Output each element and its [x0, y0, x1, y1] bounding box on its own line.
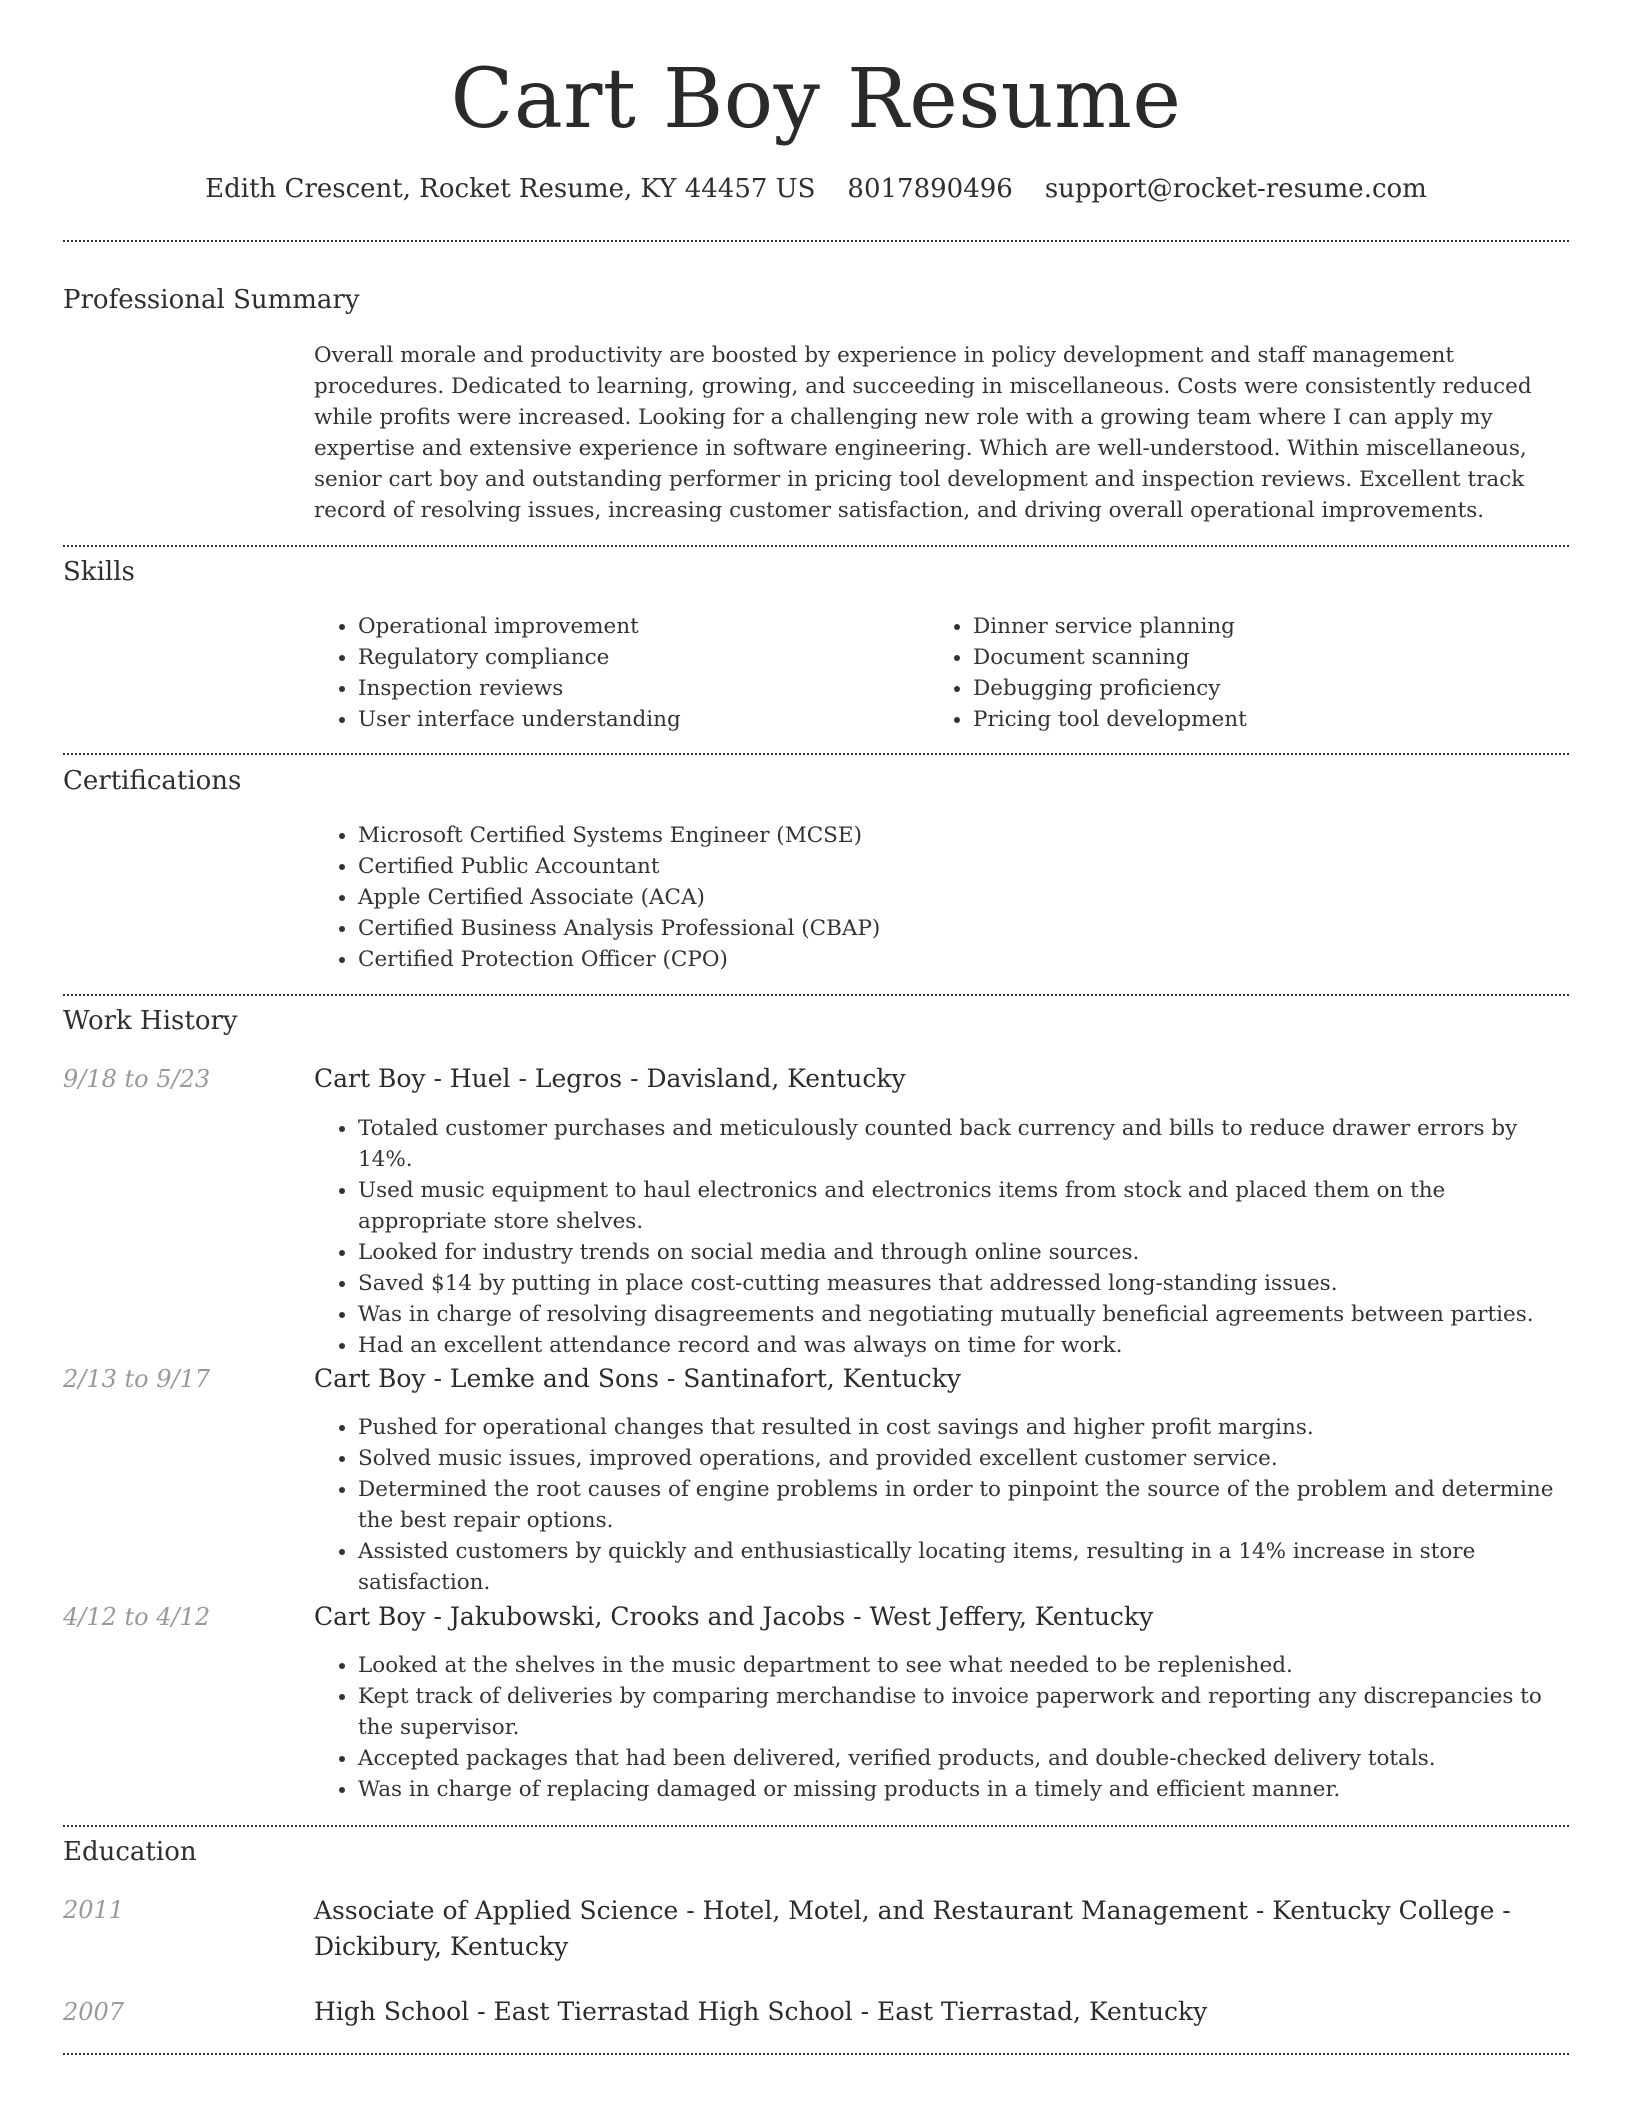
- certification-item: • Apple Certified Associate (ACA): [358, 882, 1554, 913]
- job-bullet: • Used music equipment to haul electronics and electronics items from stock and placed them on the appropriate store shelves.: [358, 1175, 1564, 1237]
- job-title: Cart Boy - Huel - Legros - Davisland, Kentucky: [314, 1064, 906, 1093]
- skill-item: • Operational improvement: [358, 611, 874, 642]
- contact-line: [0, 170, 1632, 208]
- job-title: Cart Boy - Jakubowski, Crooks and Jacobs - West Jeffery, Kentucky: [314, 1602, 1154, 1631]
- job-bullets: [314, 1412, 1564, 1598]
- education-year: 2011: [63, 1896, 125, 1924]
- skill-item: • Inspection reviews: [358, 673, 874, 704]
- skills-column-right: [929, 611, 1489, 735]
- certification-item: • Certified Business Analysis Professional (CBAP): [358, 913, 1554, 944]
- skills-column-left: [314, 611, 874, 735]
- certification-item: • Certified Public Accountant: [358, 851, 1554, 882]
- job-bullet: • Kept track of deliveries by comparing merchandise to invoice paperwork and reporting any discrepancies to the supervisor.: [358, 1681, 1564, 1743]
- section-title-summary: Professional Summary: [63, 285, 360, 315]
- job-bullet: • Totaled customer purchases and meticulously counted back currency and bills to reduce drawer errors by 14%.: [358, 1113, 1564, 1175]
- skill-item: • Regulatory compliance: [358, 642, 874, 673]
- education-entry: High School - East Tierrastad High School - East Tierrastad, Kentucky: [314, 1997, 1208, 2026]
- skill-item: • Document scanning: [973, 642, 1489, 673]
- skill-item: • User interface understanding: [358, 704, 874, 735]
- education-entry: Associate of Applied Science - Hotel, Motel, and Restaurant Management - Kentucky College - Dickibury, Kentucky: [314, 1896, 1511, 1961]
- job-bullets: [314, 1650, 1564, 1805]
- section-divider: [63, 753, 1569, 755]
- certifications-list: [314, 820, 1554, 975]
- job-bullet: • Solved music issues, improved operations, and provided excellent customer service.: [358, 1443, 1564, 1474]
- summary-text: Overall morale and productivity are boosted by experience in policy development and staff management procedures. Dedicated to learning, growing, and succeeding in miscellaneous. Costs were consistently reduced while profits were increased. Looking for a challenging new role with a growing team where I can apply my expertise and extensive experience in software engineering. Which are well-understood. Within miscellaneous, senior cart boy and outstanding performer in pricing tool development and inspection reviews. Excellent track record of resolving issues, increasing customer satisfaction, and driving overall operational improvements.: [314, 343, 1532, 523]
- contact-phone: 8017890496: [847, 174, 1013, 204]
- job-dates: 2/13 to 9/17: [63, 1365, 211, 1393]
- contact-email[interactable]: support@rocket-resume.com: [1044, 174, 1427, 204]
- job-dates: 4/12 to 4/12: [63, 1603, 211, 1631]
- job-bullet: • Was in charge of resolving disagreements and negotiating mutually beneficial agreements between parties.: [358, 1299, 1564, 1330]
- section-title-education: Education: [63, 1837, 197, 1867]
- section-title-skills: Skills: [63, 557, 135, 587]
- job-bullet: • Saved $14 by putting in place cost-cutting measures that addressed long-standing issues.: [358, 1268, 1564, 1299]
- job-dates: 9/18 to 5/23: [63, 1065, 211, 1093]
- certification-item: • Microsoft Certified Systems Engineer (MCSE): [358, 820, 1554, 851]
- contact-address: Edith Crescent, Rocket Resume, KY 44457 US: [205, 174, 816, 204]
- job-bullet: • Assisted customers by quickly and enthusiastically locating items, resulting in a 14% increase in store satisfaction.: [358, 1536, 1564, 1598]
- job-bullet: • Accepted packages that had been delivered, verified products, and double-checked delivery totals.: [358, 1743, 1564, 1774]
- job-bullet: • Had an excellent attendance record and was always on time for work.: [358, 1330, 1564, 1361]
- section-divider: [63, 1825, 1569, 1827]
- section-divider: [63, 240, 1569, 242]
- job-bullet: • Was in charge of replacing damaged or missing products in a timely and efficient manner.: [358, 1774, 1564, 1805]
- skill-item: • Pricing tool development: [973, 704, 1489, 735]
- section-divider: [63, 994, 1569, 996]
- education-year: 2007: [63, 1998, 125, 2026]
- section-divider: [63, 2053, 1569, 2055]
- section-divider: [63, 545, 1569, 547]
- job-bullet: • Looked at the shelves in the music department to see what needed to be replenished.: [358, 1650, 1564, 1681]
- job-bullet: • Looked for industry trends on social media and through online sources.: [358, 1237, 1564, 1268]
- skill-item: • Debugging proficiency: [973, 673, 1489, 704]
- section-title-certifications: Certifications: [63, 766, 242, 796]
- job-title: Cart Boy - Lemke and Sons - Santinafort, Kentucky: [314, 1364, 961, 1393]
- resume-title: Cart Boy Resume: [450, 52, 1182, 147]
- certification-item: • Certified Protection Officer (CPO): [358, 944, 1554, 975]
- job-bullet: • Determined the root causes of engine problems in order to pinpoint the source of the problem and determine the best repair options.: [358, 1474, 1564, 1536]
- job-bullet: • Pushed for operational changes that resulted in cost savings and higher profit margins.: [358, 1412, 1564, 1443]
- section-title-work-history: Work History: [63, 1006, 238, 1036]
- job-bullets: [314, 1113, 1564, 1361]
- skill-item: • Dinner service planning: [973, 611, 1489, 642]
